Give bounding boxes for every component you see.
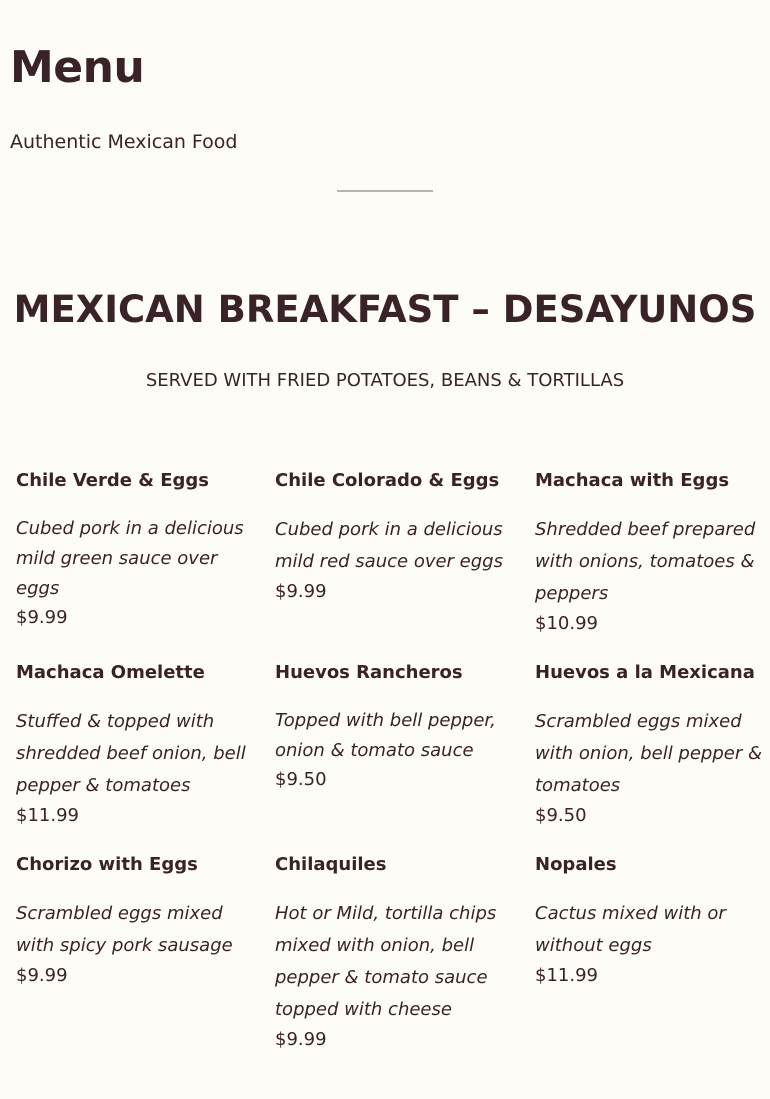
item-description: Cubed pork in a delicious mild green sauce over eggs [16,518,244,599]
item-description: Hot or Mild, tortilla chips mixed with onion, bell pepper & tomato sauce topped with cheese [275,903,497,1020]
item-name: Huevos Rancheros [275,662,463,683]
item-price: $9.99 [16,607,68,628]
item-price: $9.99 [275,581,327,602]
item-description: Stuffed & topped with shredded beef onion, bell pepper & tomatoes [16,711,246,796]
section-note: SERVED WITH FRIED POTATOES, BEANS & TORTILLAS [145,370,625,391]
item-name: Machaca with Eggs [535,470,730,491]
menu-item-chile-colorado [275,469,510,606]
item-description: Cubed pork in a delicious mild red sauce over eggs [275,519,503,572]
item-price: $9.99 [16,965,68,986]
menu-item-huevos-rancheros [275,661,510,794]
divider [337,190,433,192]
item-name: Chorizo with Eggs [16,854,198,875]
item-name: Nopales [535,854,617,875]
section-heading: MEXICAN BREAKFAST – DESAYUNOS [13,288,757,331]
item-price: $9.50 [275,769,327,790]
menu-item-chile-verde [16,469,251,632]
item-description: Cactus mixed with or without eggs [535,903,726,956]
item-price: $9.50 [535,805,587,826]
item-description: Scrambled eggs mixed with onion, bell pepper & tomatoes [535,711,763,796]
item-price: $11.99 [16,805,79,826]
item-price: $10.99 [535,613,598,634]
menu-item-machaca-omelette [16,661,251,830]
item-description: Scrambled eggs mixed with spicy pork sausage [16,903,233,956]
page-subtitle: Authentic Mexican Food [10,131,238,153]
item-description: Topped with bell pepper, onion & tomato sauce [275,710,496,761]
item-name: Chile Verde & Eggs [16,470,209,491]
item-name: Huevos a la Mexicana [535,662,755,683]
item-price: $11.99 [535,965,598,986]
item-name: Machaca Omelette [16,662,205,683]
menu-item-machaca-eggs [535,469,770,638]
item-name: Chilaquiles [275,854,387,875]
item-price: $9.99 [275,1029,327,1050]
menu-item-chilaquiles [275,853,510,1054]
item-description: Shredded beef prepared with onions, tomatoes & peppers [535,519,756,604]
menu-item-chorizo-eggs [16,853,251,990]
item-name: Chile Colorado & Eggs [275,470,500,491]
menu-item-nopales [535,853,770,990]
page-title: Menu [10,42,145,93]
menu-item-huevos-mexicana [535,661,770,830]
